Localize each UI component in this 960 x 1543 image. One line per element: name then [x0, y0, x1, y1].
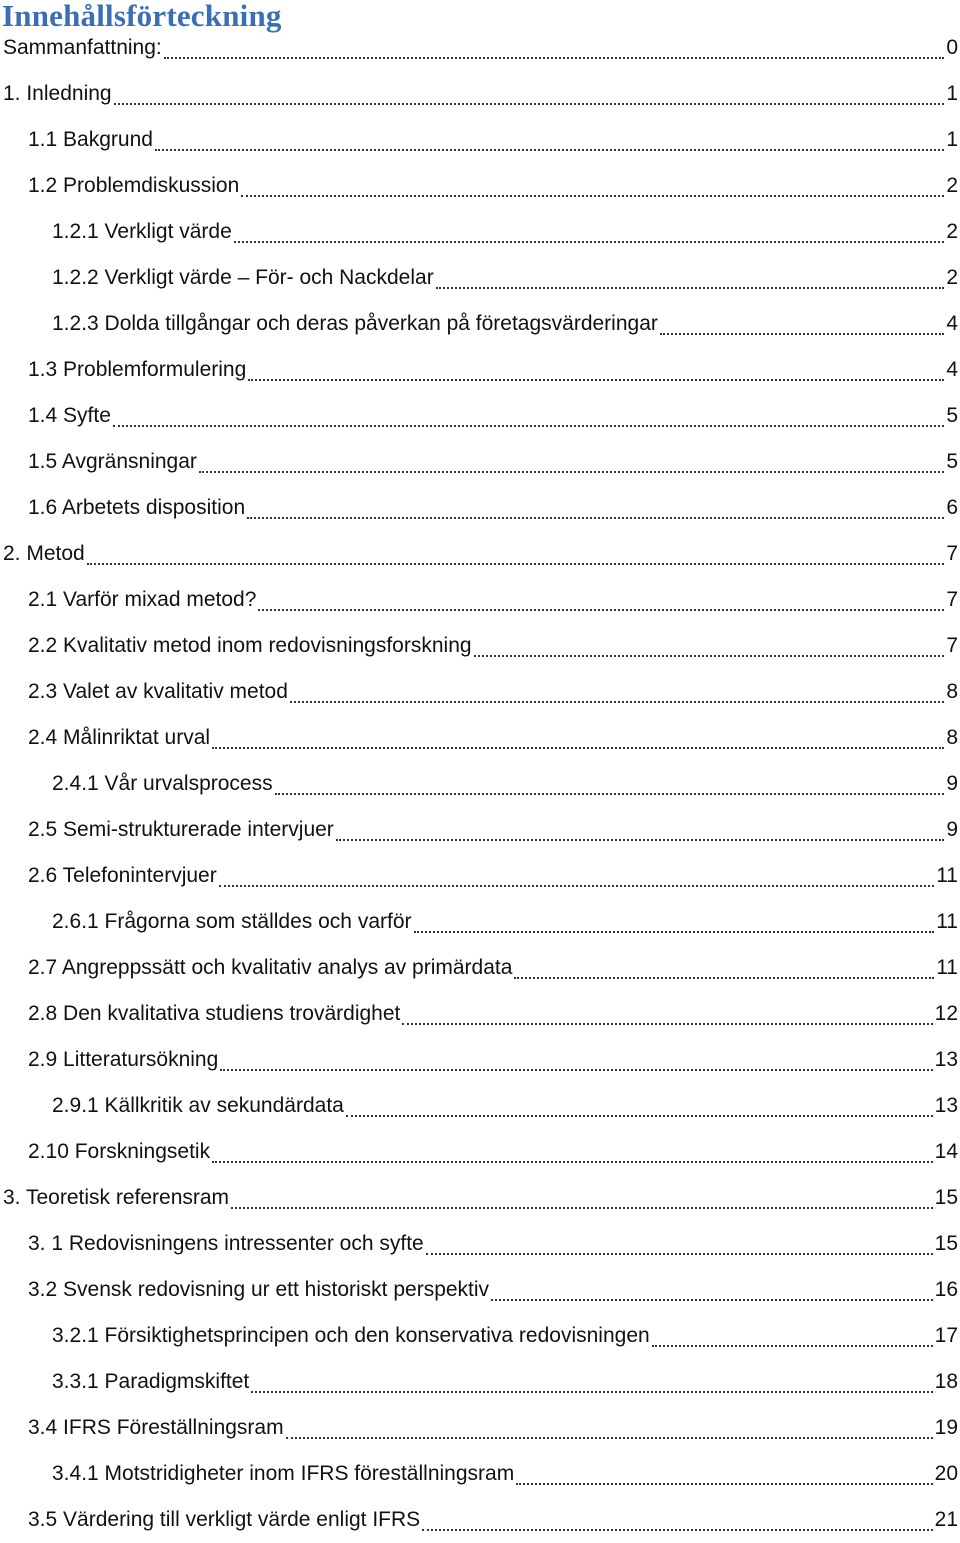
toc-entry-page-number: 15 [934, 1186, 958, 1209]
toc-dot-leader [87, 563, 945, 565]
toc-entry-page-number: 8 [946, 680, 958, 703]
toc-entry-page-number: 11 [936, 910, 958, 933]
toc-entry[interactable] [0, 761, 960, 807]
toc-entry[interactable] [0, 1267, 960, 1313]
toc-entry[interactable] [0, 485, 960, 531]
toc-dot-leader [514, 977, 934, 979]
toc-entry-page-number: 0 [946, 36, 958, 59]
toc-entry-page-number: 1 [946, 82, 958, 105]
toc-entry-label: 1.3 Problemformulering [28, 358, 247, 381]
toc-dot-leader [247, 517, 944, 519]
toc-entry-label: 2.4 Målinriktat urval [28, 726, 211, 749]
toc-dot-leader [491, 1299, 933, 1301]
toc-entry[interactable] [0, 807, 960, 853]
toc-dot-leader [241, 195, 944, 197]
toc-entry-page-number: 5 [946, 450, 958, 473]
toc-entry[interactable] [0, 853, 960, 899]
toc-entry-label: 2.8 Den kvalitativa studiens trovärdighet [28, 1002, 401, 1025]
toc-entry-page-number: 7 [946, 542, 958, 565]
toc-entry-label: 2.9 Litteratursökning [28, 1048, 219, 1071]
toc-entry-page-number: 4 [946, 312, 958, 335]
toc-entry-page-number: 1 [946, 128, 958, 151]
toc-entry-page-number: 12 [934, 1002, 958, 1025]
toc-dot-leader [402, 1023, 932, 1025]
toc-title: Innehållsförteckning [2, 0, 282, 33]
toc-entry-label: 2.5 Semi-strukturerade intervjuer [28, 818, 334, 841]
toc-dot-leader [199, 471, 944, 473]
toc-entry[interactable] [0, 531, 960, 577]
toc-entry-label: 2.10 Forskningsetik [28, 1140, 211, 1163]
toc-entry-label: 3.2.1 Försiktighetsprincipen och den konservativa redovisningen [52, 1324, 650, 1347]
toc-dot-leader [220, 1069, 932, 1071]
toc-dot-leader [346, 1115, 933, 1117]
toc-entry-label: Sammanfattning: [3, 36, 162, 59]
toc-entry-page-number: 18 [934, 1370, 958, 1393]
toc-dot-leader [258, 609, 944, 611]
toc-dot-leader [426, 1253, 933, 1255]
toc-dot-leader [336, 839, 945, 841]
toc-entry-page-number: 2 [946, 220, 958, 243]
toc-entry-page-number: 13 [934, 1048, 958, 1071]
toc-entry[interactable] [0, 1497, 960, 1543]
toc-dot-leader [234, 241, 945, 243]
toc-dot-leader [113, 425, 944, 427]
toc-entry[interactable] [0, 1451, 960, 1497]
toc-entry[interactable] [0, 715, 960, 761]
toc-entry[interactable] [0, 439, 960, 485]
toc-entry-label: 3.2 Svensk redovisning ur ett historiskt perspektiv [28, 1278, 490, 1301]
toc-entry[interactable] [0, 71, 960, 117]
toc-entry-page-number: 21 [934, 1508, 958, 1531]
toc-entry[interactable] [0, 1175, 960, 1221]
toc-dot-leader [212, 747, 944, 749]
toc-entry[interactable] [0, 623, 960, 669]
toc-entry-label: 3.4.1 Motstridigheter inom IFRS föreställningsram [52, 1462, 515, 1485]
toc-entry-page-number: 15 [934, 1232, 958, 1255]
toc-entry-label: 1.5 Avgränsningar [28, 450, 197, 473]
toc-entry-page-number: 16 [934, 1278, 958, 1301]
toc-dot-leader [652, 1345, 933, 1347]
toc-dot-leader [219, 885, 934, 887]
toc-entry[interactable] [0, 577, 960, 623]
toc-entry[interactable] [0, 945, 960, 991]
toc-entry-page-number: 9 [946, 818, 958, 841]
toc-dot-leader [286, 1437, 933, 1439]
toc-entry[interactable] [0, 163, 960, 209]
toc-entry-page-number: 4 [946, 358, 958, 381]
toc-dot-leader [114, 103, 945, 105]
toc-entry-page-number: 6 [946, 496, 958, 519]
toc-entry[interactable] [0, 1037, 960, 1083]
toc-entry[interactable] [0, 1221, 960, 1267]
toc-entry[interactable] [0, 117, 960, 163]
toc-dot-leader [422, 1529, 932, 1531]
toc-dot-leader [516, 1483, 932, 1485]
toc-entry[interactable] [0, 393, 960, 439]
toc-entry[interactable] [0, 669, 960, 715]
toc-dot-leader [660, 333, 944, 335]
toc-dot-leader [212, 1161, 933, 1163]
toc-dot-leader [251, 1391, 932, 1393]
toc-entry[interactable] [0, 1083, 960, 1129]
toc-entry-label: 2.2 Kvalitativ metod inom redovisningsforskning [28, 634, 472, 657]
toc-entry-page-number: 13 [934, 1094, 958, 1117]
toc-dot-leader [164, 57, 945, 59]
toc-entry-label: 2.6.1 Frågorna som ställdes och varför [52, 910, 412, 933]
toc-entry-label: 1.2.3 Dolda tillgångar och deras påverkan på företagsvärderingar [52, 312, 658, 335]
toc-entry[interactable] [0, 301, 960, 347]
toc-entry-page-number: 7 [946, 634, 958, 657]
toc-entry[interactable] [0, 255, 960, 301]
toc-entry[interactable] [0, 1359, 960, 1405]
toc-entry-label: 1.2.1 Verkligt värde [52, 220, 232, 243]
toc-entry-label: 3. Teoretisk referensram [3, 1186, 230, 1209]
toc-entry[interactable] [0, 1313, 960, 1359]
toc-entry[interactable] [0, 1405, 960, 1451]
toc-entry-label: 2.7 Angreppssätt och kvalitativ analys av primärdata [28, 956, 513, 979]
toc-dot-leader [414, 931, 935, 933]
toc-entry-page-number: 9 [946, 772, 958, 795]
toc-entry-page-number: 8 [946, 726, 958, 749]
toc-entry-label: 1.1 Bakgrund [28, 128, 153, 151]
toc-entry-page-number: 19 [934, 1416, 958, 1439]
toc-entry-page-number: 5 [946, 404, 958, 427]
toc-entry-page-number: 2 [946, 174, 958, 197]
toc-entry[interactable] [0, 991, 960, 1037]
toc-entry-label: 3.3.1 Paradigmskiftet [52, 1370, 250, 1393]
toc-entry-label: 2.3 Valet av kvalitativ metod [28, 680, 288, 703]
toc-dot-leader [275, 793, 945, 795]
toc-entry-label: 2.6 Telefonintervjuer [28, 864, 217, 887]
toc-entry-page-number: 11 [936, 956, 958, 979]
toc-entry-page-number: 7 [946, 588, 958, 611]
toc-entry[interactable] [0, 899, 960, 945]
toc-entry-label: 1. Inledning [3, 82, 112, 105]
toc-entry-label: 2.9.1 Källkritik av sekundärdata [52, 1094, 344, 1117]
toc-entry-page-number: 17 [934, 1324, 958, 1347]
toc-entry-label: 1.4 Syfte [28, 404, 111, 427]
toc-dot-leader [290, 701, 944, 703]
toc-entry-page-number: 2 [946, 266, 958, 289]
toc-dot-leader [474, 655, 945, 657]
toc-dot-leader [231, 1207, 933, 1209]
toc-entry[interactable] [0, 347, 960, 393]
toc-entry-label: 3.5 Värdering till verkligt värde enligt IFRS [28, 1508, 421, 1531]
toc-entry-label: 2.1 Varför mixad metod? [28, 588, 257, 611]
toc-entry[interactable] [0, 25, 960, 71]
toc-entry-page-number: 11 [936, 864, 958, 887]
toc-list [0, 25, 960, 1543]
toc-entry[interactable] [0, 209, 960, 255]
toc-entry-label: 1.2.2 Verkligt värde – För- och Nackdelar [52, 266, 434, 289]
toc-dot-leader [248, 379, 944, 381]
toc-entry-label: 1.2 Problemdiskussion [28, 174, 240, 197]
toc-entry-label: 2.4.1 Vår urvalsprocess [52, 772, 273, 795]
toc-dot-leader [436, 287, 945, 289]
toc-dot-leader [155, 149, 944, 151]
toc-entry[interactable] [0, 1129, 960, 1175]
toc-entry-label: 3.4 IFRS Föreställningsram [28, 1416, 284, 1439]
toc-entry-page-number: 20 [934, 1462, 958, 1485]
toc-entry-label: 3. 1 Redovisningens intressenter och syfte [28, 1232, 424, 1255]
toc-entry-label: 2. Metod [3, 542, 85, 565]
toc-entry-label: 1.6 Arbetets disposition [28, 496, 246, 519]
toc-entry-page-number: 14 [934, 1140, 958, 1163]
